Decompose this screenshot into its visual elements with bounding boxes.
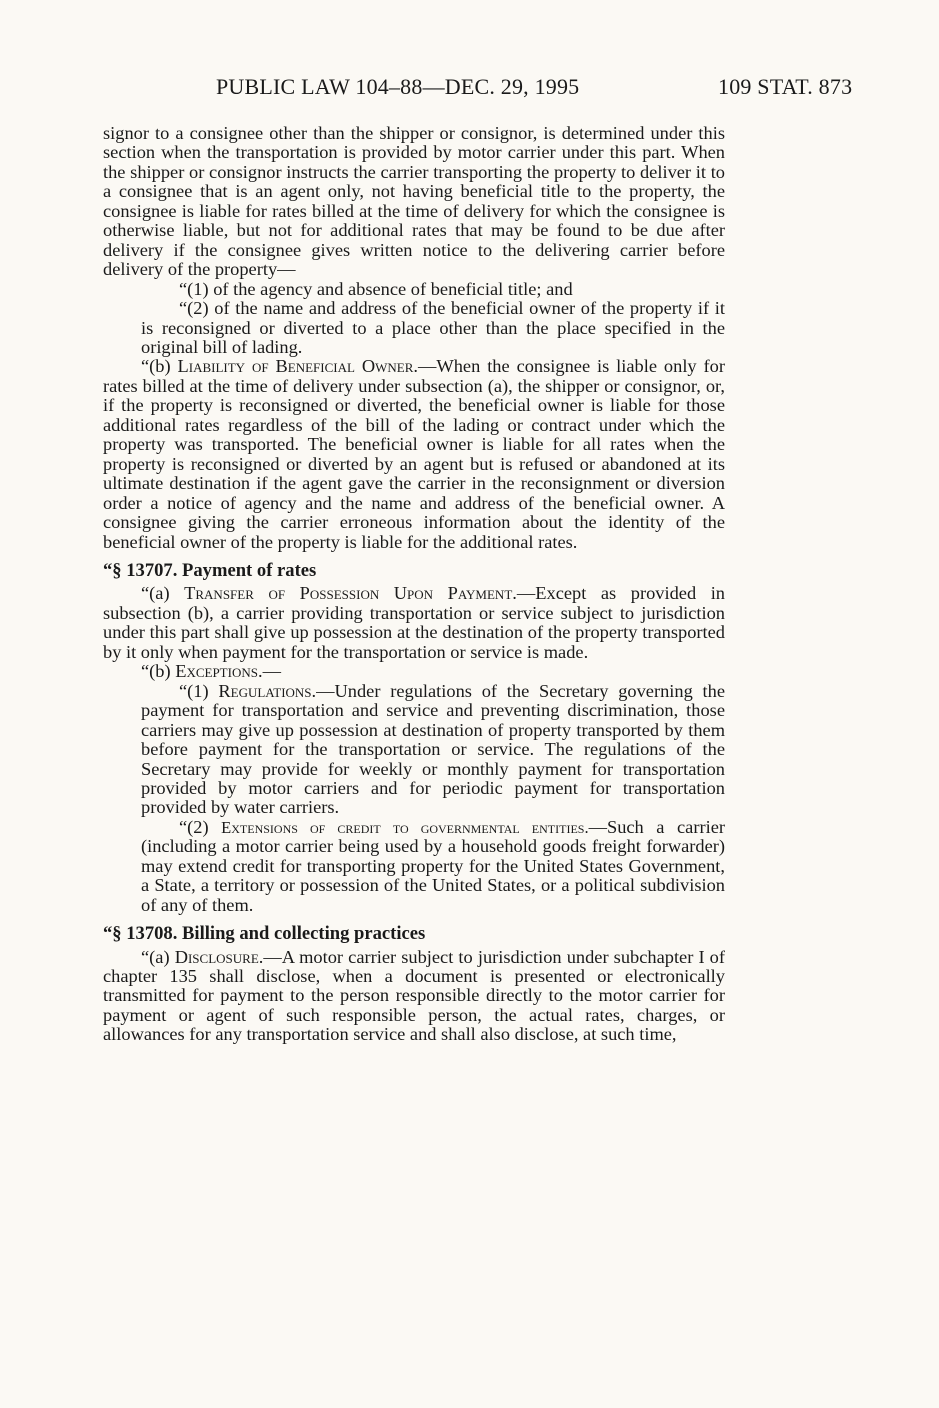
list-item-2: “(2) of the name and address of the beneficial owner of the property if it is reconsigned or diverted to a place other than the place specified in the original bill of lading. <box>141 298 725 357</box>
subsection-prefix: “(a) <box>141 583 185 604</box>
list-item-1: “(1) of the agency and absence of beneficial title; and <box>179 278 573 299</box>
subsection-a-disclosure <box>103 948 725 1045</box>
subsection-body: —A motor carrier subject to jurisdiction under subchapter I of chapter 135 shall disclose, when a document is presented or electronically transmitted for payment to the person responsible directly to the motor carrier for payment or agent of such responsible person, the actual rates, charges, or allowances for any transportation service and shall also disclose, at such time, <box>103 946 725 1045</box>
paragraph-heading: Regulations. <box>218 680 317 701</box>
subsection-prefix: “(a) <box>141 946 175 967</box>
subsection-heading: Exceptions. <box>175 661 263 682</box>
subsection-heading: Disclosure. <box>174 946 264 967</box>
paragraph-heading: Extensions of credit to governmental entities. <box>221 817 589 837</box>
subsection-heading: Transfer of Possession Upon Payment. <box>184 583 517 604</box>
paragraph-body: —Under regulations of the Secretary governing the payment for transportation and service and preventing discrimination, those carriers may give up possession at destination of property transported by them before payment for the transportation or service. The regulations of the Secretary may provide for weekly or monthly payment for transportation provided by motor carriers and for periodic payment for transportation provided by water carriers. <box>141 680 725 818</box>
subsection-b-liability <box>103 357 725 552</box>
paragraph-prefix: “(1) <box>179 680 219 701</box>
paragraph-b2-credit <box>141 818 725 915</box>
header-title: PUBLIC LAW 104–88—DEC. 29, 1995 <box>216 74 580 99</box>
paragraph-b1-regulations <box>141 682 725 818</box>
subsection-prefix: “(b) <box>141 356 178 377</box>
subsection-heading: Liability of Beneficial Owner. <box>177 356 418 377</box>
paragraph-prefix: “(2) <box>179 816 222 837</box>
subsection-body: —Except as provided in subsection (b), a carrier providing transportation or service subject to jurisdiction under this part shall give up possession at the destination of the property transported by it only when payment for the transportation or service is made. <box>103 583 726 662</box>
subsection-prefix: “(b) <box>141 661 176 682</box>
paragraph-body: Such a carrier (including a motor carrier being used by a household goods freight forwarder) may extend credit for transporting property for the United States Government, a State, a territory or possession of the United States, or a political subdivision of any of them. <box>141 816 725 915</box>
subsection-dash: — <box>262 661 281 682</box>
running-head <box>0 74 939 104</box>
header-page-ref: 109 STAT. 873 <box>718 74 853 99</box>
section-heading-13708: “§ 13708. Billing and collecting practices <box>103 923 426 945</box>
subsection-a-transfer <box>103 584 725 662</box>
subsection-body: —When the consignee is liable only for rates billed at the time of delivery under subsection (a), the shipper or consignor, or, if the property is reconsigned or diverted, the beneficial owner is liable for those additional rates regardless of the bill of the lading or contract under which the property was transported. The beneficial owner is liable for all rates when the property is reconsigned or diverted by an agent but is refused or abandoned at its ultimate destination if the agent gave the carrier in the reconsignment or diversion order a notice of agency and the name and address of the beneficial owner. A consignee giving the carrier erroneous information about the identity of the beneficial owner of the property is liable for the additional rates. <box>103 356 725 552</box>
subsection-b-exceptions <box>103 662 725 681</box>
paragraph-dash: — <box>588 816 607 837</box>
paragraph-continuation: signor to a consignee other than the shipper or consignor, is determined under this section when the transportation is provided by motor carrier under this part. When the shipper or consignor instructs the carrier transporting the property to deliver it to a consignee that is an agent only, not having beneficial title to the property, the consignee is liable for rates billed at the time of delivery for which the consignee is otherwise liable, but not for additional rates that may be found to be due after delivery if the consignee gives written notice to the delivering carrier before delivery of the property— <box>103 123 725 280</box>
section-heading-13707: “§ 13707. Payment of rates <box>103 559 317 581</box>
body-text <box>103 124 725 1045</box>
